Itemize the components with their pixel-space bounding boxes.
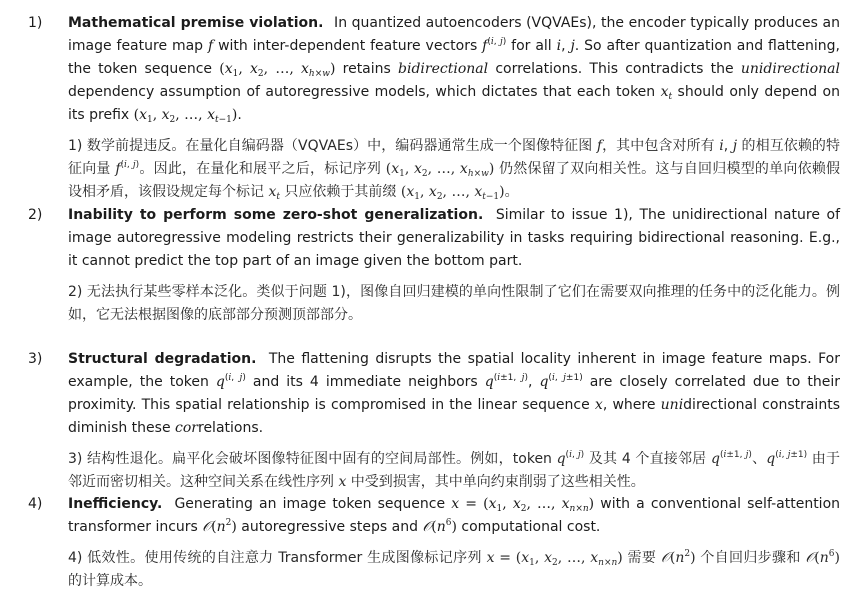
item-number: 4) <box>28 496 43 512</box>
list-item-3 <box>28 348 840 494</box>
item-number: 1) <box>28 15 43 31</box>
item-heading: Inefficiency. <box>68 496 163 512</box>
list-item-1 <box>28 12 840 204</box>
item-heading: Inability to perform some zero-shot generalization. <box>68 207 484 223</box>
chinese-paragraph: 1) 数学前提违反。在量化自编码器（VQVAEs）中，编码器通常生成一个图像特征图 f，其中包含对所有 i, j 的相互依赖的特征向量 $f^{(i, j)}$。因此，在量化和展平之后，标记序列 ($x_1$, $x_2$, …, $x_{h\times w}$) 仍然保留了双向相关性。这与自回归模型的单向依赖假设相矛盾，该假设规定每个标记 $x_t$ 只应依赖于其前缀 ($x_1$, $x_2$, …, $x_{t-1}$)。 <box>68 138 841 202</box>
item-number: 2) <box>28 207 43 223</box>
item-heading: Mathematical premise violation. <box>68 15 324 31</box>
list-item-4 <box>28 493 840 593</box>
english-paragraph: Mathematical premise violation. In quantized autoencoders (VQVAEs), the encoder typically produces an image feature map f with inter-dependent feature vectors $f^{(i, j)}$ for all i, j. So after quantization and flattening, the token sequence ($x_1$, $x_2$, …, $x_{h\times w}$) retains bidirectional correlations. This contradicts the unidirectional dependency assumption of autoregressive models, which dictates that each token $x_t$ should only depend on its prefix ($x_1$, $x_2$, …, $x_{t-1}$). <box>68 15 841 125</box>
english-paragraph: Inability to perform some zero-shot generalization. Similar to issue 1), The unidirectional nature of image autoregressive modeling restricts their generalizability in tasks requiring bidirectional reasoning. E.g., it cannot predict the top part of an image given the bottom part. <box>68 207 840 269</box>
chinese-paragraph: 4) 低效性。使用传统的自注意力 Transformer 生成图像标记序列 $x = (x_1$, $x_2$, …, $x_{n\times n}$) 需要 $𝒪(n^2)$ 个自回归步骤和 $𝒪(n^6)$ 的计算成本。 <box>68 549 840 589</box>
chinese-paragraph: 3) 结构性退化。扁平化会破坏图像特征图中固有的空间局部性。例如，token $q^{(i, j)}$ 及其 4 个直接邻居 $q^{(i\pm 1, j)}$、$q^{(i, j\pm 1)}$ 由于邻近而密切相关。这种空间关系在线性序列 x 中受到损害，其中单向约束削弱了这些相关性。 <box>68 450 840 490</box>
english-paragraph: Inefficiency. Generating an image token sequence $x = (x_1$, $x_2$, …, $x_{n\times n}$) with a conventional self-attention transformer incurs $𝒪(n^2)$ autoregressive steps and $𝒪(n^6)$ computational cost. <box>68 496 841 535</box>
chinese-paragraph: 2) 无法执行某些零样本泛化。类似于问题 1)，图像自回归建模的单向性限制了它们在需要双向推理的任务中的泛化能力。例如，它无法根据图像的底部部分预测顶部部分。 <box>68 284 840 323</box>
english-paragraph: Structural degradation. The flattening disrupts the spatial locality inherent in image feature maps. For example, the token $q^{(i, j)}$ and its 4 immediate neighbors $q^{(i\pm 1, j)}$, $q^{(i, j\pm 1)}$ are closely correlated due to their proximity. This spatial relationship is compromised in the linear sequence x, where unidirectional constraints diminish these correlations. <box>68 351 840 436</box>
item-heading: Structural degradation. <box>68 351 257 367</box>
item-number: 3) <box>28 351 43 367</box>
list-item-2 <box>28 204 840 327</box>
